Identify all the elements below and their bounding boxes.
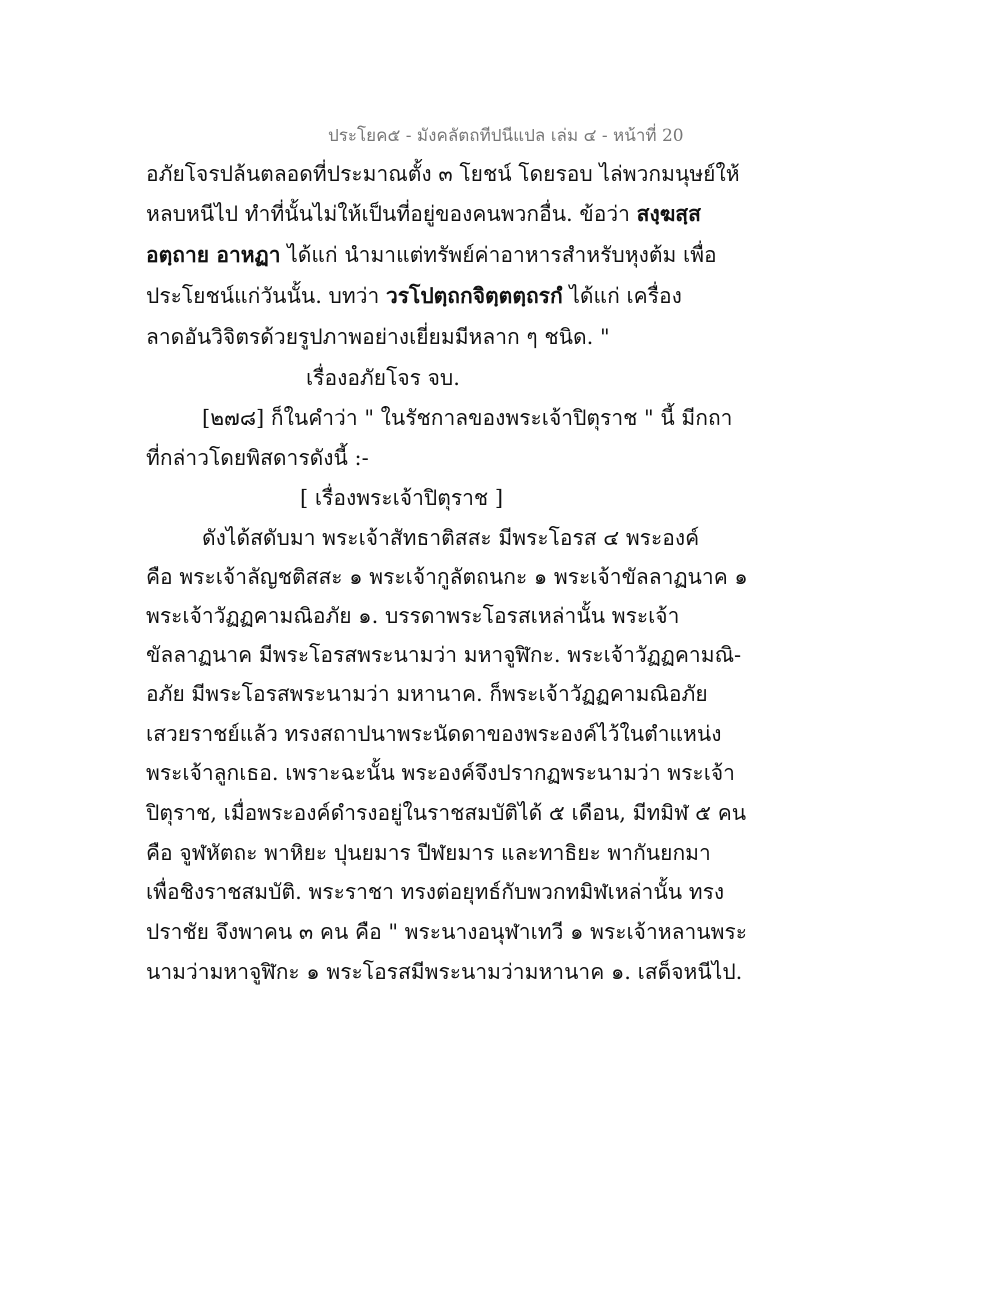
text-run: ประโยชน์แก่วันนั้น. บทว่า	[146, 284, 386, 308]
paragraph3-line: ดังได้สดับมา พระเจ้าสัทธาติสสะ มีพระโอรส ๔ พระองค์	[202, 526, 700, 550]
text-run: หลบหนีไป ทำที่นั้นไม่ให้เป็นที่อยู่ของคนพวกอื่น. ข้อว่า	[146, 202, 637, 226]
paragraph1-line1: อภัยโจรปล้นตลอดที่ประมาณตั้ง ๓ โยชน์ โดยรอบ ไล่พวกมนุษย์ให้	[146, 162, 740, 186]
paragraph3-line: พระเจ้าวัฏฏคามณิอภัย ๑. บรรดาพระโอรสเหล่านั้น พระเจ้า	[146, 604, 680, 628]
pali-term: สงฺฆสฺส	[636, 201, 701, 226]
paragraph1-line2	[146, 200, 701, 228]
story-title: [ เรื่องพระเจ้าปิตุราช ]	[300, 486, 504, 510]
paragraph3-line: พระเจ้าลูกเธอ. เพราะฉะนั้น พระองค์จึงปรากฏพระนามว่า พระเจ้า	[146, 761, 735, 785]
story-end-marker: เรื่องอภัยโจร จบ.	[306, 366, 460, 390]
pali-term: อตฺถาย อาหฏา	[146, 242, 281, 267]
paragraph1-line4	[146, 282, 682, 310]
paragraph2-line2: ที่กล่าวโดยพิสดารดังนี้ :-	[146, 446, 369, 470]
paragraph3-line: เพื่อชิงราชสมบัติ. พระราชา ทรงต่อยุทธ์กับพวกทมิฬเหล่านั้น ทรง	[146, 880, 725, 904]
paragraph3-line: เสวยราชย์แล้ว ทรงสถาปนาพระนัดดาของพระองค์ไว้ในตำแหน่ง	[146, 722, 722, 746]
paragraph3-line: อภัย มีพระโอรสพระนามว่า มหานาค. ก็พระเจ้าวัฏฏคามณิอภัย	[146, 682, 708, 706]
paragraph2-line1: [๒๗๘] ก็ในคำว่า " ในรัชกาลของพระเจ้าปิตุราช " นี้ มีกถา	[202, 406, 733, 430]
paragraph1-line5: ลาดอันวิจิตรด้วยรูปภาพอย่างเยี่ยมมีหลาก ๆ ชนิด. "	[146, 325, 610, 349]
text-run: ได้แก่ เครื่อง	[562, 284, 682, 308]
paragraph3-line: คือ จูฬหัตถะ พาหิยะ ปุนยมาร ปีฬยมาร และทาธิยะ พากันยกมา	[146, 841, 711, 865]
paragraph1-line3	[146, 241, 717, 269]
pali-term: วรโปตฺถกจิตฺตตฺถรกํ	[385, 283, 563, 308]
paragraph3-line: ขัลลาฏนาค มีพระโอรสพระนามว่า มหาจูฬิกะ. พระเจ้าวัฏฏคามณิ-	[146, 643, 742, 667]
paragraph3-line: นามว่ามหาจูฬิกะ ๑ พระโอรสมีพระนามว่ามหานาค ๑. เสด็จหนีไป.	[146, 960, 743, 984]
page-header: ประโยค๕ - มังคลัตถทีปนีแปล เล่ม ๔ - หน้าที่ 20	[328, 126, 684, 146]
text-run: ได้แก่ นำมาแต่ทรัพย์ค่าอาหารสำหรับหุงต้ม เพื่อ	[280, 243, 717, 267]
paragraph3-line: ปราชัย จึงพาคน ๓ คน คือ " พระนางอนุฬาเทวี ๑ พระเจ้าหลานพระ	[146, 920, 748, 944]
paragraph3-line: คือ พระเจ้าลัญชติสสะ ๑ พระเจ้ากูลัตถนกะ ๑ พระเจ้าขัลลาฏนาค ๑	[146, 565, 748, 589]
paragraph3-line: ปิตุราช, เมื่อพระองค์ดำรงอยู่ในราชสมบัติได้ ๕ เดือน, มีทมิฬ ๕ คน	[146, 801, 747, 825]
